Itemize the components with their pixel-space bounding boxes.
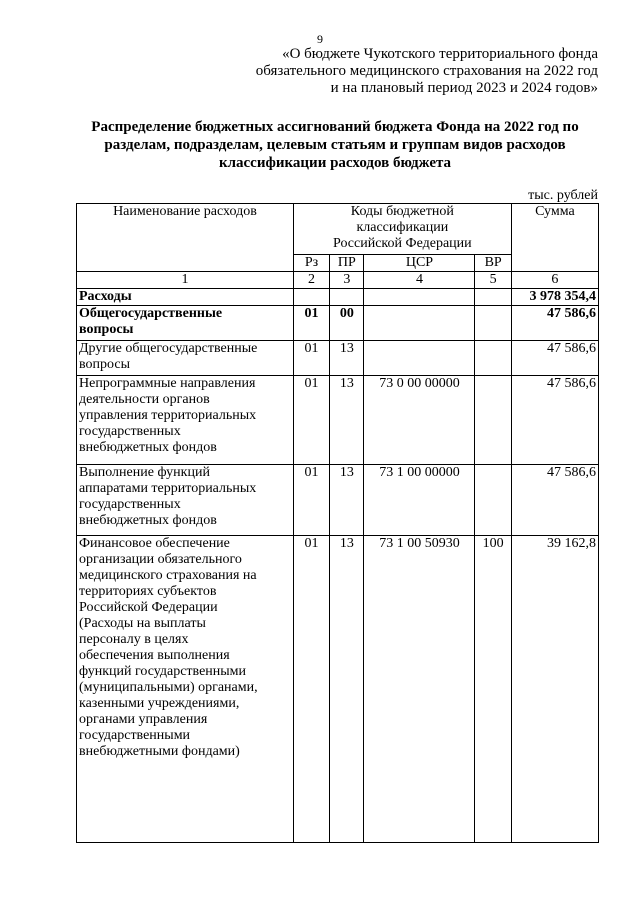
code-pr: 13 [330,536,364,843]
table-row [77,465,599,536]
table-row [77,306,599,341]
expense-name-line: Финансовое обеспечение [79,536,230,551]
column-number: 2 [293,272,329,289]
codes-header-line: классификации [356,220,449,235]
code-vr [475,289,511,306]
expense-name-line: Непрограммные направления [79,376,256,391]
column-header-sum: Сумма [511,204,598,272]
page-number: 9 [317,32,323,46]
code-rz: 01 [293,465,329,536]
expense-name-line: внебюджетных фондов [79,513,217,528]
code-vr [475,376,511,465]
budget-table [76,203,599,843]
code-rz: 01 [293,341,329,376]
title-line: Распределение бюджетных ассигнований бюджета Фонда на 2022 год по [91,119,579,135]
column-header-rz: Рз [293,255,329,272]
code-csr [364,341,475,376]
amount: 47 586,6 [511,306,598,341]
code-vr [475,306,511,341]
expense-name-line: функций государственными [79,664,247,679]
expense-name-line: Российской Федерации [79,600,218,615]
expense-name [77,465,294,536]
expense-name-line: государственных [79,497,181,512]
code-rz: 01 [293,306,329,341]
expense-name [77,289,294,306]
amount: 47 586,6 [511,376,598,465]
expense-name-line: аппаратами территориальных [79,481,257,496]
column-header-codes [293,204,511,255]
column-number: 3 [330,272,364,289]
expense-name [77,306,294,341]
expense-name-line: обеспечения выполнения [79,648,230,663]
expense-name-line: деятельности органов [79,392,210,407]
column-header-vr: ВР [475,255,511,272]
expense-name-line: вопросы [79,357,130,372]
code-csr [364,306,475,341]
amount: 47 586,6 [511,465,598,536]
column-number: 5 [475,272,511,289]
expense-name-line: медицинского страхования на [79,568,257,583]
code-pr: 13 [330,341,364,376]
codes-header-line: Российской Федерации [333,236,472,251]
code-vr [475,341,511,376]
column-header-pr: ПР [330,255,364,272]
expense-name-line: казенными учреждениями, [79,696,240,711]
code-csr: 73 0 00 00000 [364,376,475,465]
code-vr [475,465,511,536]
code-rz [293,289,329,306]
header-line: «О бюджете Чукотского территориального фонда [282,46,598,62]
column-number: 1 [77,272,294,289]
code-rz: 01 [293,376,329,465]
header-line: обязательного медицинского страхования на 2022 год [255,63,598,79]
expense-name-line: Расходы [79,289,132,304]
code-csr: 73 1 00 00000 [364,465,475,536]
expense-name [77,376,294,465]
expense-name-line: (муниципальными) органами, [79,680,258,695]
title-line: классификации расходов бюджета [218,155,452,171]
expense-name [77,341,294,376]
table-row [77,536,599,843]
amount: 39 162,8 [511,536,598,843]
table-header-row [77,204,599,255]
code-pr: 13 [330,376,364,465]
table-row [77,341,599,376]
title-line: разделам, подразделам, целевым статьям и группам видов расходов [104,137,566,153]
expense-name-line: (Расходы на выплаты [79,616,206,631]
expense-name-line: управления территориальных [79,408,257,423]
code-csr: 73 1 00 50930 [364,536,475,843]
code-pr: 00 [330,306,364,341]
units-label: тыс. рублей [528,188,598,203]
expense-name-line: Другие общегосударственные [79,341,258,356]
column-number: 6 [511,272,598,289]
expense-name-line: внебюджетных фондов [79,440,217,455]
header-line: и на плановый период 2023 и 2024 годов» [330,80,598,96]
document-reference-header [256,46,598,97]
column-header-name: Наименование расходов [77,204,294,272]
budget-table-body [77,204,599,843]
expense-name-line: организации обязательного [79,552,242,567]
code-rz: 01 [293,536,329,843]
amount: 3 978 354,4 [511,289,598,306]
code-csr [364,289,475,306]
expense-name-line: персоналу в целях [79,632,189,647]
expense-name-line: государственных [79,424,181,439]
expense-name-line: внебюджетными фондами) [79,744,240,759]
document-title [70,118,600,172]
expense-name [77,536,294,843]
code-pr: 13 [330,465,364,536]
table-row [77,289,599,306]
code-vr: 100 [475,536,511,843]
codes-header-line: Коды бюджетной [350,204,454,219]
column-numbers-row [77,272,599,289]
expense-name-line: Выполнение функций [79,465,210,480]
expense-name-line: органами управления [79,712,208,727]
table-row [77,376,599,465]
expense-name-line: Общегосударственные [79,306,223,321]
column-number: 4 [364,272,475,289]
amount: 47 586,6 [511,341,598,376]
expense-name-line: вопросы [79,322,134,337]
code-pr [330,289,364,306]
expense-name-line: территориях субъектов [79,584,217,599]
expense-name-line: государственными [79,728,191,743]
column-header-csr: ЦСР [364,255,475,272]
